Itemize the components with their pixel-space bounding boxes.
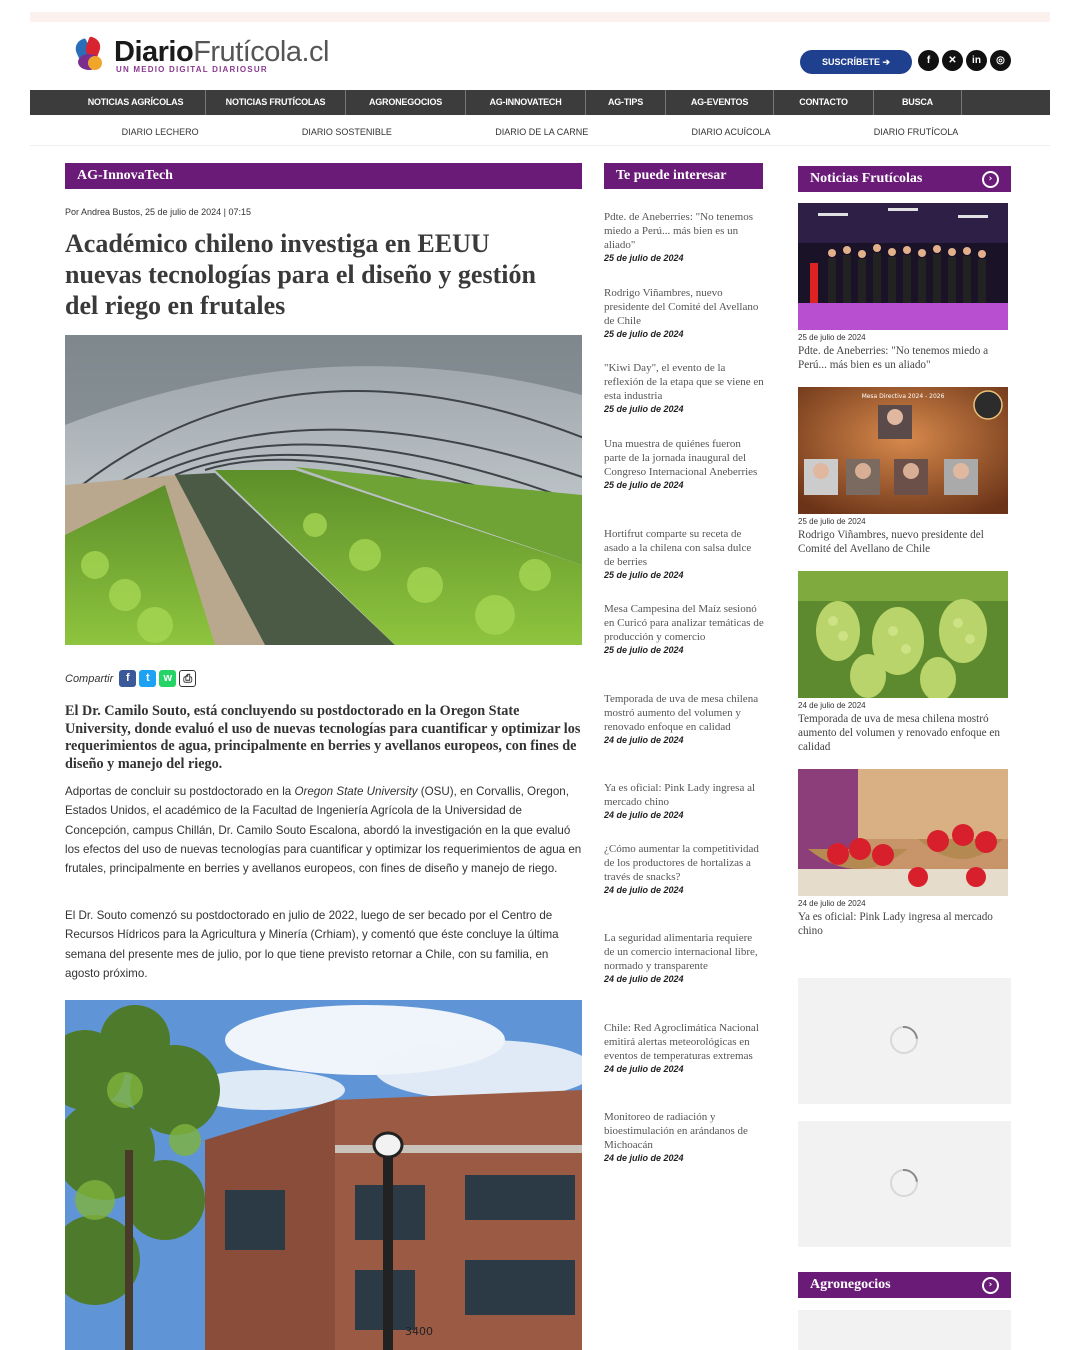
board-members-graphic [798, 387, 1008, 514]
related-date: 25 de julio de 2024 [604, 645, 684, 655]
section-title: Noticias Frutícolas [810, 171, 923, 186]
article-lead: El Dr. Camilo Souto, está concluyendo su postdoctorado en la Oregon State University, donde evaluó el uso de nuevas tecnologías para cuantificar y optimizar los requerimientos de agua, principalmente en berries y avellanos europeos, con fines de diseño y manejo del riego. [65, 703, 581, 772]
related-title[interactable]: Mesa Campesina del Maíz sesionó en Curicó para analizar temáticas de producción y comercio [604, 603, 764, 643]
fruit-logo-icon [72, 36, 106, 74]
subnav-diario-fruticola[interactable]: DIARIO FRUTÍCOLA [873, 127, 959, 137]
share-label: Compartir [65, 672, 114, 685]
related-item-5[interactable] [604, 527, 764, 602]
nav-noticias-agricolas[interactable]: NOTICIAS AGRÍCOLAS [66, 90, 206, 115]
related-date: 25 de julio de 2024 [604, 404, 684, 414]
related-title[interactable]: Hortifrut comparte su receta de asado a la chilena con salsa dulce de berries [604, 528, 752, 568]
x-icon[interactable]: ✕ [942, 50, 963, 71]
related-item-10[interactable] [604, 931, 764, 1021]
related-item-4[interactable] [604, 437, 764, 527]
main-nav [30, 90, 1050, 115]
related-item-1[interactable] [604, 210, 764, 286]
grapes-photo [798, 571, 1008, 698]
related-item-3[interactable] [604, 361, 764, 437]
loading-spinner-icon [884, 1020, 923, 1059]
related-date: 24 de julio de 2024 [604, 885, 684, 895]
related-date: 25 de julio de 2024 [604, 253, 684, 263]
related-date: 25 de julio de 2024 [604, 480, 684, 490]
chevron-right-icon[interactable]: › [982, 1277, 999, 1294]
related-item-12[interactable] [604, 1110, 764, 1170]
related-item-11[interactable] [604, 1021, 764, 1110]
nav-ag-eventos[interactable]: AG-EVENTOS [666, 90, 774, 115]
nav-ag-tips[interactable]: AG-TIPS [586, 90, 666, 115]
related-date: 24 de julio de 2024 [604, 1153, 684, 1163]
ad-placeholder-1 [798, 978, 1011, 1104]
related-item-7[interactable] [604, 692, 764, 781]
card-date: 24 de julio de 2024 [798, 899, 866, 908]
related-item-8[interactable] [604, 781, 764, 842]
card-date: 25 de julio de 2024 [798, 333, 866, 342]
news-card-2[interactable] [798, 387, 1008, 556]
related-list [604, 210, 764, 1170]
related-date: 24 de julio de 2024 [604, 810, 684, 820]
share-whatsapp-icon[interactable]: w [159, 670, 176, 687]
related-date: 24 de julio de 2024 [604, 974, 684, 984]
related-date: 24 de julio de 2024 [604, 735, 684, 745]
site-logo[interactable] [72, 36, 329, 74]
section-bar-innovatech[interactable]: AG-InnovaTech [65, 163, 582, 189]
facebook-icon[interactable]: f [918, 50, 939, 71]
related-title[interactable]: Rodrigo Viñambres, nuevo presidente del Comité del Avellano de Chile [604, 287, 759, 327]
related-title[interactable]: La seguridad alimentaria requiere de un comercio internacional libre, normado y transparente [604, 932, 758, 972]
stage-event-photo [798, 203, 1008, 330]
card-title[interactable]: Pdte. de Aneberries: "No tenemos miedo a Perú... más bien es un aliado" [798, 345, 989, 371]
nav-ag-innovatech[interactable]: AG-INNOVATECH [466, 90, 586, 115]
article-paragraph-1 [65, 782, 582, 878]
chevron-right-icon[interactable]: › [982, 171, 999, 188]
social-links [918, 50, 1011, 71]
logo-bold: Diario [114, 35, 194, 68]
logo-tagline: UN MEDIO DIGITAL DIARIOSUR [116, 64, 268, 74]
share-facebook-icon[interactable]: f [119, 670, 136, 687]
section-bar-noticias-fruticolas[interactable] [798, 166, 1011, 192]
paragraph-1-rest: (OSU), en Corvallis, Oregon, Estados Unidos, el académico de la Facultad de Ingeniería Agrícola de la Universidad de Concepción, campus Chillán, Dr. Camilo Souto Escalona, abordó la investigación en la que evaluó los efectos del uso de nuevas tecnologías para cuantificar y optimizar los requerimientos de agua en frutales, principalmente en berries y avellanos europeos, con fines de diseño y manejo de riego. [65, 785, 582, 876]
ad-placeholder-2 [798, 1121, 1011, 1247]
related-date: 25 de julio de 2024 [604, 570, 684, 580]
nav-busca[interactable]: BUSCA [874, 90, 962, 115]
share-bar [65, 670, 196, 687]
news-card-3[interactable] [798, 571, 1008, 754]
share-twitter-icon[interactable]: t [139, 670, 156, 687]
related-date: 25 de julio de 2024 [604, 329, 684, 339]
greenhouse-photo [65, 335, 582, 645]
related-title[interactable]: Ya es oficial: Pink Lady ingresa al mercado chino [604, 782, 756, 808]
paragraph-1-start: Adportas de concluir su postdoctorado en la [65, 785, 295, 798]
related-title[interactable]: Pdte. de Aneberries: "No tenemos miedo a Perú... más bien es un aliado" [604, 211, 753, 251]
campus-building-photo [65, 1000, 582, 1350]
agronegocios-placeholder [798, 1310, 1011, 1350]
print-icon[interactable]: ⎙ [179, 670, 196, 687]
apples-photo [798, 769, 1008, 896]
article-title: Académico chileno investiga en EEUU nuevas tecnologías para el diseño y gestión del riego en frutales [65, 229, 536, 320]
card-title[interactable]: Ya es oficial: Pink Lady ingresa al mercado chino [798, 911, 993, 937]
top-strip [30, 12, 1050, 22]
related-item-6[interactable] [604, 602, 764, 692]
section-bar-te-puede-interesar: Te puede interesar [604, 163, 763, 189]
instagram-icon[interactable]: ◎ [990, 50, 1011, 71]
board-banner-text: Mesa Directiva 2024 - 2026 [861, 393, 945, 400]
nav-contacto[interactable]: CONTACTO [774, 90, 874, 115]
news-card-1[interactable] [798, 203, 1008, 372]
related-item-9[interactable] [604, 842, 764, 931]
card-date: 25 de julio de 2024 [798, 517, 866, 526]
related-title[interactable]: "Kiwi Day", el evento de la reflexión de la etapa que se viene en esta industria [604, 362, 764, 402]
related-title[interactable]: Chile: Red Agroclimática Nacional emitirá alertas meteorológicas en eventos de temperaturas extremas [604, 1022, 759, 1062]
osu-name: Oregon State University [294, 785, 418, 798]
building-number: 3400 [405, 1325, 433, 1338]
card-date: 24 de julio de 2024 [798, 701, 866, 710]
related-title[interactable]: Temporada de uva de mesa chilena mostró aumento del volumen y renovado enfoque en calidad [604, 693, 759, 733]
subnav-diario-acuicola[interactable]: DIARIO ACUÍCOLA [691, 127, 771, 137]
card-title[interactable]: Temporada de uva de mesa chilena mostró aumento del volumen y renovado enfoque en calidad [798, 713, 1000, 753]
section-title: Agronegocios [810, 1277, 891, 1292]
subnav-diario-carne[interactable]: DIARIO DE LA CARNE [495, 127, 589, 137]
article-paragraph-2: El Dr. Souto comenzó su postdoctorado en julio de 2022, luego de ser becado por el Centro de Recursos Hídricos para la Agricultura y Minería (Crhiam), y comentó que éste concluye la última semana del presente mes de julio, por lo que tiene previsto retornar a Chile, con su familia, en agosto próximo. [65, 909, 559, 980]
related-title[interactable]: ¿Cómo aumentar la competitividad de los productores de hortalizas a través de snacks? [604, 843, 759, 883]
related-title[interactable]: Monitoreo de radiación y bioestimulación en arándanos de Michoacán [604, 1111, 748, 1151]
card-title[interactable]: Rodrigo Viñambres, nuevo presidente del Comité del Avellano de Chile [798, 529, 984, 555]
news-card-4[interactable] [798, 769, 1008, 938]
related-title[interactable]: Una muestra de quiénes fueron parte de la jornada inaugural del Congreso Internacional Aneberries [604, 438, 758, 478]
logo-light: Frutícola.cl [193, 35, 330, 68]
sub-nav [30, 118, 1050, 146]
nav-agronegocios[interactable]: AGRONEGOCIOS [346, 90, 466, 115]
subnav-diario-sostenible[interactable]: DIARIO SOSTENIBLE [301, 127, 392, 137]
related-date: 24 de julio de 2024 [604, 1064, 684, 1074]
section-bar-agronegocios[interactable] [798, 1272, 1011, 1298]
subscribe-button[interactable]: SUSCRÍBETE ➔ [800, 50, 912, 74]
related-item-2[interactable] [604, 286, 764, 361]
subnav-diario-lechero[interactable]: DIARIO LECHERO [121, 127, 199, 137]
loading-spinner-icon [884, 1163, 923, 1202]
nav-noticias-fruticolas[interactable]: NOTICIAS FRUTÍCOLAS [206, 90, 346, 115]
article-byline: Por Andrea Bustos, 25 de julio de 2024 | 07:15 [65, 207, 251, 217]
linkedin-icon[interactable]: in [966, 50, 987, 71]
